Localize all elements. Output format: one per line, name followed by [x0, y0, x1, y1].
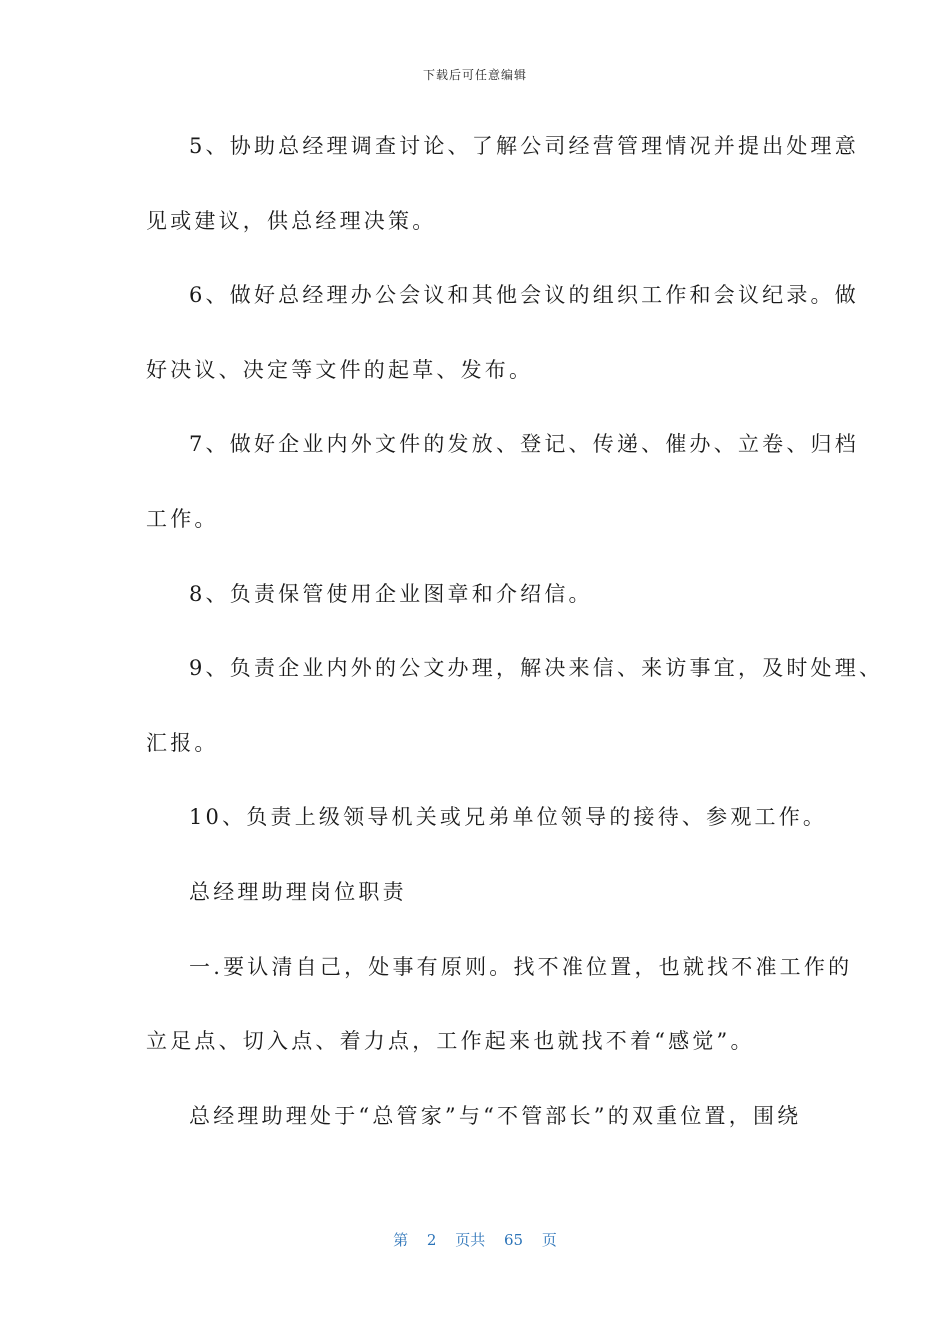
paragraph-line: 好决议、决定等文件的起草、发布。 [146, 357, 534, 382]
paragraph-line: 10、负责上级领导机关或兄弟单位领导的接待、参观工作。 [189, 805, 828, 830]
section-heading: 总经理助理岗位职责 [189, 879, 407, 904]
paragraph-line: 一.要认清自己，处事有原则。找不准位置，也就找不准工作的 [189, 954, 853, 979]
page-header-note: 下载后可任意编辑 [422, 68, 527, 82]
paragraph-line: 立足点、切入点、着力点，工作起来也就找不着“感觉”。 [146, 1029, 755, 1054]
page-label-prefix: 第 [393, 1231, 409, 1249]
paragraph-line: 9、负责企业内外的公文办理，解决来信、来访事宜，及时处理、 [189, 656, 884, 681]
paragraph-line: 工作。 [146, 506, 219, 531]
paragraph-line: 8、负责保管使用企业图章和介绍信。 [189, 581, 593, 606]
document-body [146, 125, 884, 1169]
page-label-mid: 页共 [455, 1231, 486, 1249]
total-pages-number: 65 [504, 1231, 524, 1249]
page-number-footer [0, 1229, 950, 1250]
current-page-number: 2 [426, 1231, 437, 1249]
paragraph-line: 见或建议，供总经理决策。 [146, 208, 437, 233]
paragraph-line: 总经理助理处于“总管家”与“不管部长”的双重位置，围绕 [189, 1103, 802, 1128]
paragraph-line: 5、协助总经理调查讨论、了解公司经营管理情况并提出处理意 [189, 134, 859, 158]
paragraph-line: 汇报。 [146, 730, 219, 755]
page-label-suffix: 页 [541, 1231, 557, 1249]
paragraph-line: 6、做好总经理办公会议和其他会议的组织工作和会议纪录。做 [189, 283, 859, 308]
paragraph-line: 7、做好企业内外文件的发放、登记、传递、催办、立卷、归档 [189, 432, 859, 457]
